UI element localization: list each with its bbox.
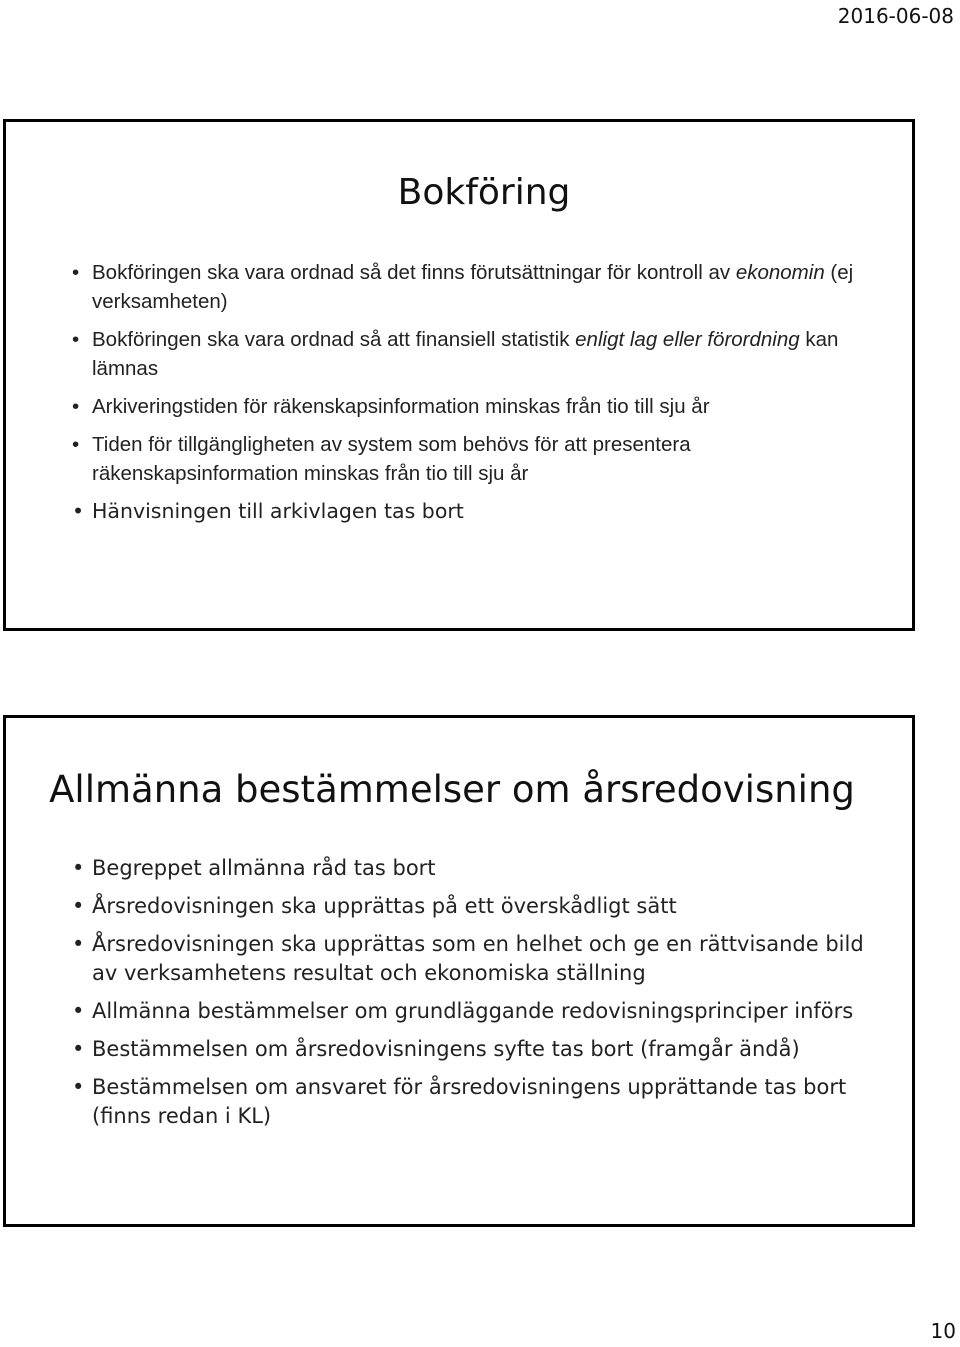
bullet-item <box>72 854 872 883</box>
bullet-text: Allmänna bestämmelser om grundläggande redovisningsprinciper införs <box>92 999 854 1023</box>
bullet-list <box>72 258 872 535</box>
bullet-item <box>72 392 872 421</box>
bullet-text: Årsredovisningen ska upprättas som en helhet och ge en rättvisande bild av verksamhetens resultat och ekonomiska ställning <box>92 932 864 985</box>
bullet-item <box>72 497 872 526</box>
bullet-text-italic: ekonomin <box>735 261 825 284</box>
bullet-item <box>72 1073 872 1131</box>
bullet-text: Bokföringen ska vara ordnad så det finns förutsättningar för kontroll av <box>92 261 736 284</box>
page-number: 10 <box>930 1319 956 1343</box>
bullet-text: kan lämnas <box>92 328 839 380</box>
bullet-item <box>72 997 872 1026</box>
bullet-text: Hänvisningen till arkivlagen tas bort <box>92 499 464 523</box>
bullet-text-italic: enligt lag eller förordning <box>575 328 800 351</box>
bullet-text: Bestämmelsen om ansvaret för årsredovisningens upprättande tas bort (finns redan i KL) <box>92 1075 847 1128</box>
slide-bokforing <box>3 119 915 631</box>
bullet-item <box>72 892 872 921</box>
page-date: 2016-06-08 <box>837 4 954 28</box>
bullet-item <box>72 930 872 988</box>
bullet-text: (ej verksamheten) <box>92 261 854 313</box>
bullet-text: Årsredovisningen ska upprättas på ett överskådligt sätt <box>92 894 677 918</box>
bullet-text: Bokföringen ska vara ordnad så att finansiell statistik <box>92 328 576 351</box>
bullet-item <box>72 325 872 383</box>
bullet-text: Begreppet allmänna råd tas bort <box>92 856 436 880</box>
slide-title: Bokföring <box>397 172 571 213</box>
bullet-text: Bestämmelsen om årsredovisningens syfte tas bort (framgår ändå) <box>92 1037 800 1061</box>
bullet-list <box>72 854 872 1140</box>
bullet-text: Tiden för tillgängligheten av system som behövs för att presentera räkenskapsinformation minskas från tio till sju år <box>92 433 691 485</box>
bullet-item <box>72 258 872 316</box>
bullet-text: Arkiveringstiden för räkenskapsinformation minskas från tio till sju år <box>92 395 710 418</box>
bullet-item <box>72 1035 872 1064</box>
slide-allmanna-bestammelser <box>3 715 915 1227</box>
bullet-item <box>72 430 872 488</box>
slide-title: Allmänna bestämmelser om årsredovisning <box>49 768 855 811</box>
